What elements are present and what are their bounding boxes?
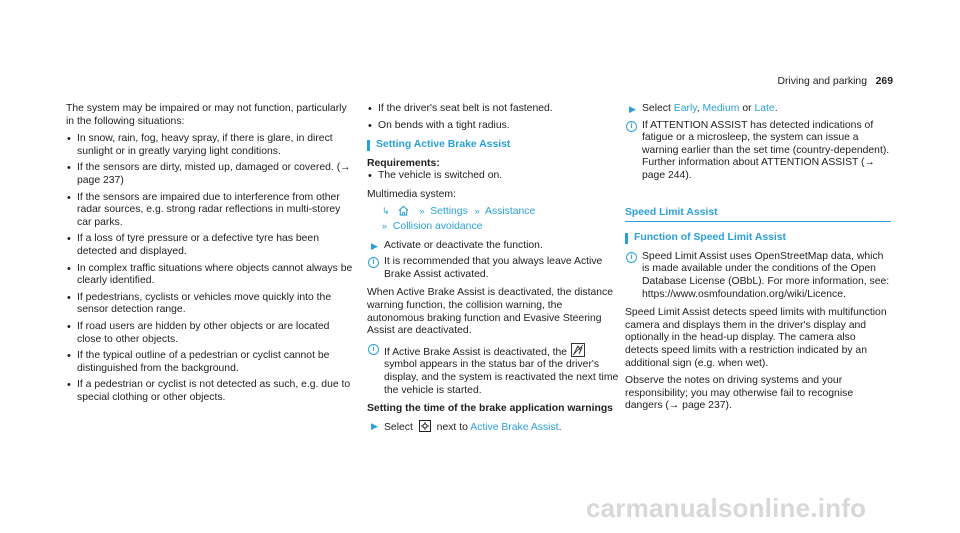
list-item: • If pedestrians, cyclists or vehicles move quickly into the sensor detection range. (66, 292, 356, 317)
active-brake-assist-link[interactable]: Active Brake Assist (470, 421, 559, 433)
action-step (367, 240, 620, 253)
select-word: Select (642, 103, 671, 114)
select-word: Select (384, 421, 413, 433)
list-item: • In snow, rain, fog, heavy spray, if there is glare, in direct sunlight or in greatly varying light conditions. (66, 133, 356, 158)
column-middle (367, 103, 620, 438)
chevron-right-icon: » (474, 205, 480, 216)
list-item: • The vehicle is switched on. (367, 170, 620, 183)
section-title-speed-limit-assist: Speed Limit Assist (625, 207, 891, 223)
period: . (774, 103, 778, 114)
column-left (66, 103, 356, 408)
action-arrow-icon: ▶ (629, 104, 636, 114)
info-icon: i (368, 344, 379, 355)
or-word: or (742, 103, 752, 114)
menu-settings[interactable]: Settings (430, 205, 468, 217)
list-item: • If the typical outline of a pedestrian or cyclist cannot be distinguished from the background. (66, 350, 356, 375)
option-early[interactable]: Early (673, 103, 697, 114)
multimedia-label: Multimedia system: (367, 188, 456, 200)
deactivation-paragraph: When Active Brake Assist is deactivated, the distance warning function, the collision warning, the autonomous braking function and Evasive Steering Assist are deactivated. (367, 287, 614, 337)
note (625, 120, 891, 183)
action-step (625, 103, 891, 116)
page-number: 269 (875, 76, 893, 87)
note (625, 251, 891, 301)
list-item: • If the driver's seat belt is not fastened. (367, 103, 620, 116)
requirements-label: Requirements: (367, 157, 440, 169)
menu-path (367, 204, 620, 234)
subheading-function-sla: Function of Speed Limit Assist (625, 232, 891, 245)
list-item: • On bends with a tight radius. (367, 120, 620, 133)
list-item: • If a loss of tyre pressure or a defective tyre has been detected and displayed. (66, 233, 356, 258)
menu-collision-avoidance[interactable]: Collision avoidance (392, 220, 483, 232)
comma: , (696, 103, 700, 114)
action-arrow-icon: ▶ (371, 420, 378, 431)
option-medium[interactable]: Medium (702, 103, 740, 114)
note-text-part2: symbol appears in the status bar of the driver's display, and the system is reactivated the next time the vehicle is started. (384, 359, 619, 396)
page-header (777, 76, 893, 90)
action-step (367, 420, 620, 435)
column-right (625, 103, 891, 418)
requirements-list (367, 170, 620, 183)
note (367, 256, 620, 281)
action-text: Activate or deactivate the function. (384, 239, 543, 251)
impairment-list (66, 133, 356, 404)
settings-icon[interactable] (419, 420, 431, 432)
info-icon: i (626, 252, 637, 263)
sla-description: Speed Limit Assist detects speed limits with multifunction camera and displays them in the driver's display and optionally in the head-up display. The camera also detects speed limits with a restriction indicated by an additional sign (e.g. when wet). (625, 307, 887, 369)
section-heading-setting-aba: Setting Active Brake Assist (367, 139, 620, 152)
intro-text: The system may be impaired or may not function, particularly in the following situations: (66, 103, 347, 127)
period: . (558, 421, 562, 433)
home-icon[interactable] (398, 205, 409, 216)
header-title: Driving and parking (777, 76, 867, 87)
impairment-list-continued (367, 103, 620, 132)
action-arrow-icon: ▶ (371, 240, 378, 251)
chevron-right-icon: » (382, 220, 388, 231)
watermark-text: carmanualsonline.info (586, 493, 867, 523)
info-icon: i (626, 121, 637, 132)
option-late[interactable]: Late (754, 103, 775, 114)
sla-observe-notes: Observe the notes on driving systems and your responsibility; you may otherwise fail to recognise dangers (→ page 237). (625, 375, 854, 412)
chevron-right-icon: » (419, 205, 425, 216)
next-to-word: next to (436, 421, 468, 433)
note (367, 343, 620, 397)
note-text: Speed Limit Assist uses OpenStreetMap data, which is made available under the conditions of the Open Database License (OBbL). For more information, see: https://www.osmfoundation.org/wiki/Licence. (642, 250, 890, 300)
list-item: • If the sensors are dirty, misted up, damaged or covered. (→ page 237) (66, 162, 356, 187)
brake-assist-off-icon (571, 343, 585, 357)
list-item: • If road users are hidden by other objects or are located close to other objects. (66, 321, 356, 346)
list-item: • In complex traffic situations where objects cannot always be clearly identified. (66, 263, 356, 288)
note-text-part1: If Active Brake Assist is deactivated, the (384, 346, 568, 358)
info-icon: i (368, 257, 379, 268)
list-item: • If the sensors are impaired due to interference from other radar sources, e.g. strong radar reflections in multi-storey car parks. (66, 192, 356, 230)
return-arrow-icon: ↳ (382, 205, 390, 216)
menu-assistance[interactable]: Assistance (485, 205, 536, 217)
list-item: • If a pedestrian or cyclist is not detected as such, e.g. due to special clothing or other objects. (66, 379, 356, 404)
subheading-brake-warnings: Setting the time of the brake application warnings (367, 403, 613, 415)
note-text: If ATTENTION ASSIST has detected indications of fatigue or a microsleep, the system can issue a warning earlier than the set time (country-dependent). Further information about ATTENTION ASSIST (→ page 244). (642, 119, 890, 181)
note-text: It is recommended that you always leave Active Brake Assist activated. (384, 256, 603, 280)
